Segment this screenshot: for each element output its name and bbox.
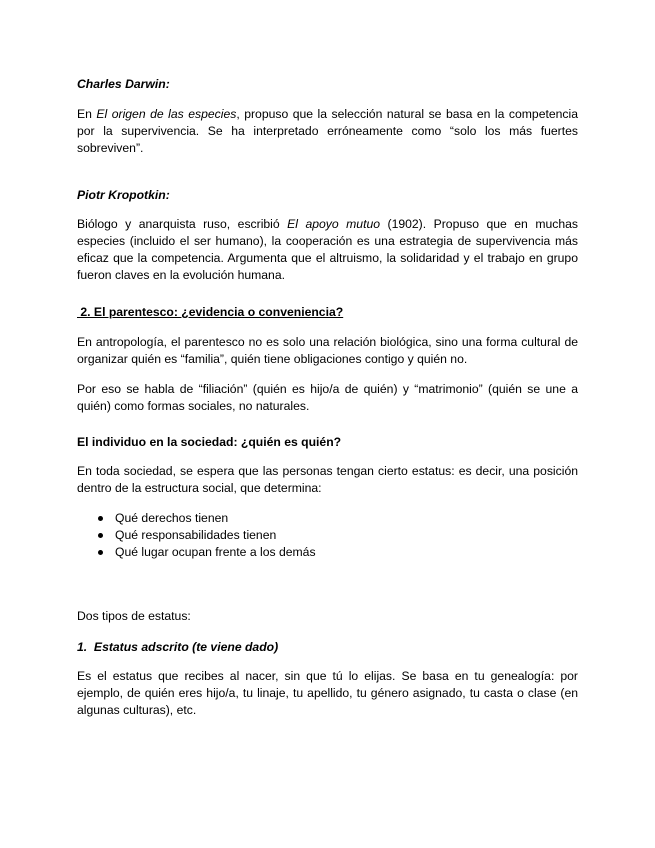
darwin-heading: Charles Darwin:: [77, 77, 170, 91]
list-item: Qué lugar ocupan frente a los demás: [77, 544, 578, 561]
list-item: Qué responsabilidades tienen: [77, 527, 578, 544]
estatus-adscrito-paragraph: Es el estatus que recibes al nacer, sin que tú lo elijas. Se basa en tu genealogía: por ejemplo, de quién eres hijo/a, tu linaje, tu apellido, tu género asignado, tu casta o clase (en algunas culturas), etc.: [77, 669, 578, 717]
bullet-icon: [98, 550, 103, 555]
list-item: Qué derechos tienen: [77, 510, 578, 527]
darwin-paragraph: En El origen de las especies, propuso que la selección natural se basa en la competencia por la supervivencia. Se ha interpretado erróneamente como “solo los más fuertes sobreviven”.: [77, 107, 578, 155]
section-2-paragraph-2: Por eso se habla de “filiación” (quién es hijo/a de quién) y “matrimonio” (quién se une a quién) como formas sociales, no naturales.: [77, 382, 578, 413]
individuo-paragraph: En toda sociedad, se espera que las personas tengan cierto estatus: es decir, una posición dentro de la estructura social, que determina:: [77, 464, 578, 495]
section-2-paragraph-1: En antropología, el parentesco no es solo una relación biológica, sino una forma cultural de organizar quién es “familia”, quién tiene obligaciones contigo y quién no.: [77, 335, 578, 366]
status-bullet-list: [77, 510, 578, 561]
individuo-heading: El individuo en la sociedad: ¿quién es quién?: [77, 435, 342, 449]
bullet-icon: [98, 533, 103, 538]
estatus-adscrito-heading: 1. Estatus adscrito (te viene dado): [77, 640, 279, 654]
kropotkin-book-title: El apoyo mutuo: [287, 217, 381, 231]
kropotkin-heading: Piotr Kropotkin:: [77, 188, 170, 202]
section-2-heading: 2. El parentesco: ¿evidencia o conveniencia?: [77, 305, 344, 319]
bullet-icon: [98, 516, 103, 521]
kropotkin-paragraph: Biólogo y anarquista ruso, escribió El apoyo mutuo (1902). Propuso que en muchas especies (incluido el ser humano), la cooperación es una estrategia de supervivencia más eficaz que la competencia. Argumenta que el altruismo, la solidaridad y el trabajo en grupo fueron claves en la evolución humana.: [77, 217, 578, 282]
dos-tipos-text: Dos tipos de estatus:: [77, 609, 191, 623]
darwin-book-title: El origen de las especies: [96, 107, 237, 121]
